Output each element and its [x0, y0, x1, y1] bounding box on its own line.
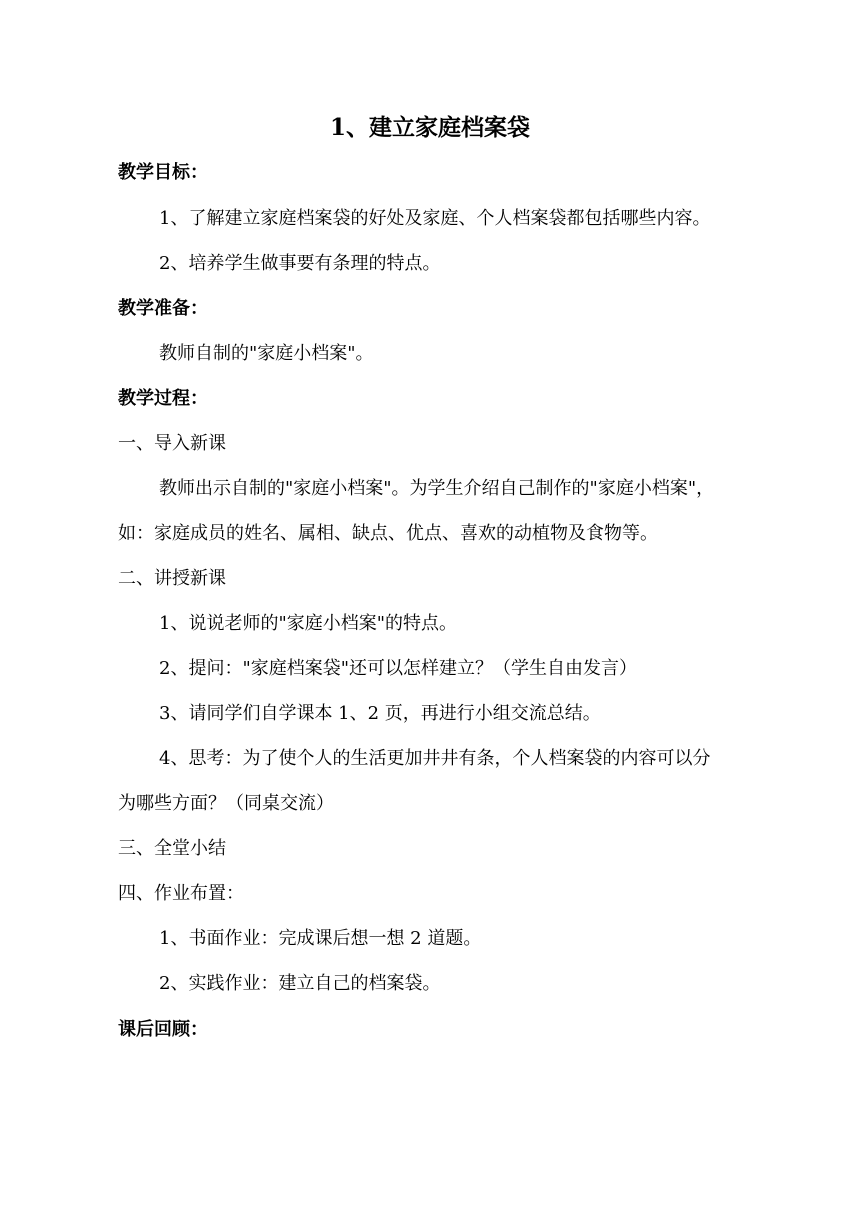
preparation-heading: 教学准备： [118, 298, 208, 319]
section-1-heading: 一、导入新课 [118, 433, 226, 454]
section-2-item-4-line-2: 为哪些方面？（同桌交流） [118, 793, 334, 814]
section-2-item-3: 3、请同学们自学课本 1、2 页，再进行小组交流总结。 [159, 703, 601, 724]
document-title: 1、建立家庭档案袋 [329, 114, 530, 141]
process-heading: 教学过程： [118, 388, 208, 409]
review-heading: 课后回顾： [118, 1019, 208, 1040]
section-2-item-1: 1、说说老师的"家庭小档案"的特点。 [159, 613, 458, 634]
section-4-heading: 四、作业布置： [118, 883, 244, 904]
section-2-heading: 二、讲授新课 [118, 568, 226, 589]
section-2-item-2: 2、提问："家庭档案袋"还可以怎样建立？（学生自由发言） [159, 658, 638, 679]
section-1-paragraph-line-1: 教师出示自制的"家庭小档案"。为学生介绍自己制作的"家庭小档案"， [159, 478, 715, 499]
section-3-heading: 三、全堂小结 [118, 838, 226, 859]
section-1-paragraph-line-2: 如：家庭成员的姓名、属相、缺点、优点、喜欢的动植物及食物等。 [118, 523, 658, 544]
preparation-text: 教师自制的"家庭小档案"。 [159, 343, 374, 364]
objectives-heading: 教学目标： [118, 162, 208, 183]
section-4-item-2: 2、实践作业：建立自己的档案袋。 [159, 973, 441, 994]
section-2-item-4-line-1: 4、思考：为了使个人的生活更加井井有条，个人档案袋的内容可以分 [159, 748, 711, 769]
section-4-item-1: 1、书面作业：完成课后想一想 2 道题。 [159, 928, 482, 949]
objective-item-2: 2、培养学生做事要有条理的特点。 [159, 253, 441, 274]
objective-item-1: 1、了解建立家庭档案袋的好处及家庭、个人档案袋都包括哪些内容。 [159, 208, 711, 229]
